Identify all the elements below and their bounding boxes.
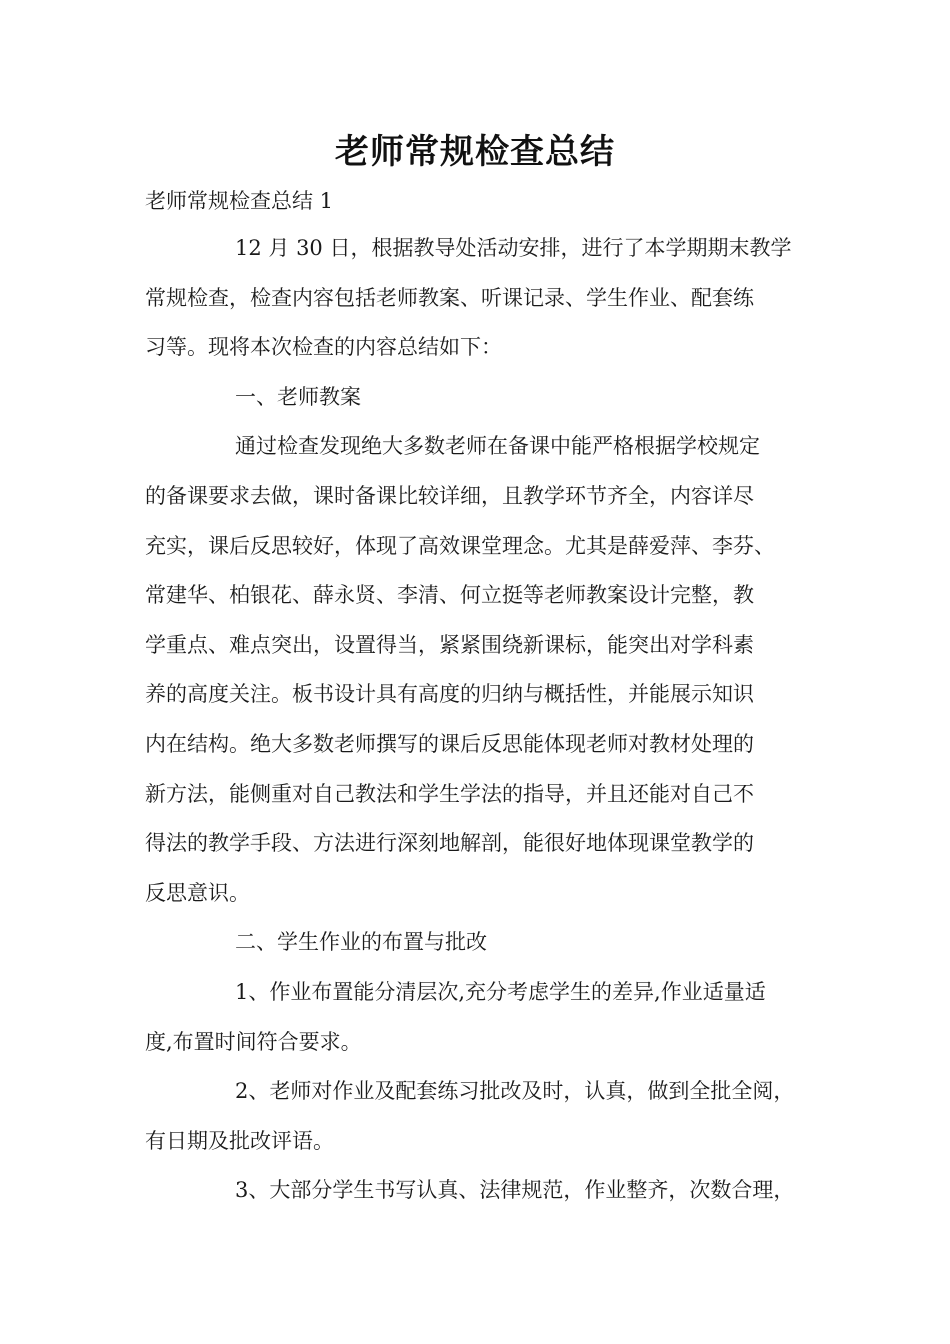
- text-line: 二、学生作业的布置与批改: [235, 930, 487, 955]
- text-line: 反思意识。: [145, 880, 250, 905]
- text-line: 新方法，能侧重对自己教法和学生学法的指导，并且还能对自己不: [145, 781, 754, 806]
- document-body: [145, 180, 817, 1216]
- text-line: 内在结构。绝大多数老师撰写的课后反思能体现老师对教材处理的: [145, 731, 754, 756]
- text-line: 得法的教学手段、方法进行深刻地解剖，能很好地体现课堂教学的: [145, 831, 754, 856]
- text-line: 学重点、难点突出，设置得当，紧紧围绕新课标，能突出对学科素: [145, 632, 754, 657]
- text-line: 的备课要求去做，课时备课比较详细，且教学环节齐全，内容详尽: [145, 483, 754, 508]
- text-line: 充实，课后反思较好，体现了高效课堂理念。尤其是薛爱萍、李芬、: [145, 533, 775, 558]
- text-line: 常建华、柏银花、薛永贤、李清、何立挺等老师教案设计完整，教: [145, 583, 754, 608]
- text-line: 一、老师教案: [235, 384, 361, 409]
- text-line: 12 月 30 日，根据教导处活动安排，进行了本学期期末教学: [235, 236, 792, 260]
- text-line: 2、老师对作业及配套练习批改及时，认真，做到全批全阅，: [235, 1079, 795, 1104]
- text-line: 度,布置时间符合要求。: [145, 1029, 362, 1054]
- text-line: 1、作业布置能分清层次,充分考虑学生的差异,作业适量适: [235, 979, 766, 1004]
- text-line: 养的高度关注。板书设计具有高度的归纳与概括性，并能展示知识: [145, 682, 754, 707]
- document-title: 老师常规检查总结: [335, 132, 615, 172]
- paragraph-lines: [145, 224, 817, 1216]
- text-line: 习等。现将本次检查的内容总结如下：: [145, 335, 502, 360]
- text-line: 常规检查，检查内容包括老师教案、听课记录、学生作业、配套练: [145, 285, 754, 310]
- text-line: 有日期及批改评语。: [145, 1128, 334, 1153]
- text-line: 通过检查发现绝大多数老师在备课中能严格根据学校规定: [235, 434, 760, 459]
- document-subtitle: 老师常规检查总结 1: [145, 189, 334, 213]
- text-line: 3、大部分学生书写认真、法律规范，作业整齐，次数合理，: [235, 1178, 795, 1203]
